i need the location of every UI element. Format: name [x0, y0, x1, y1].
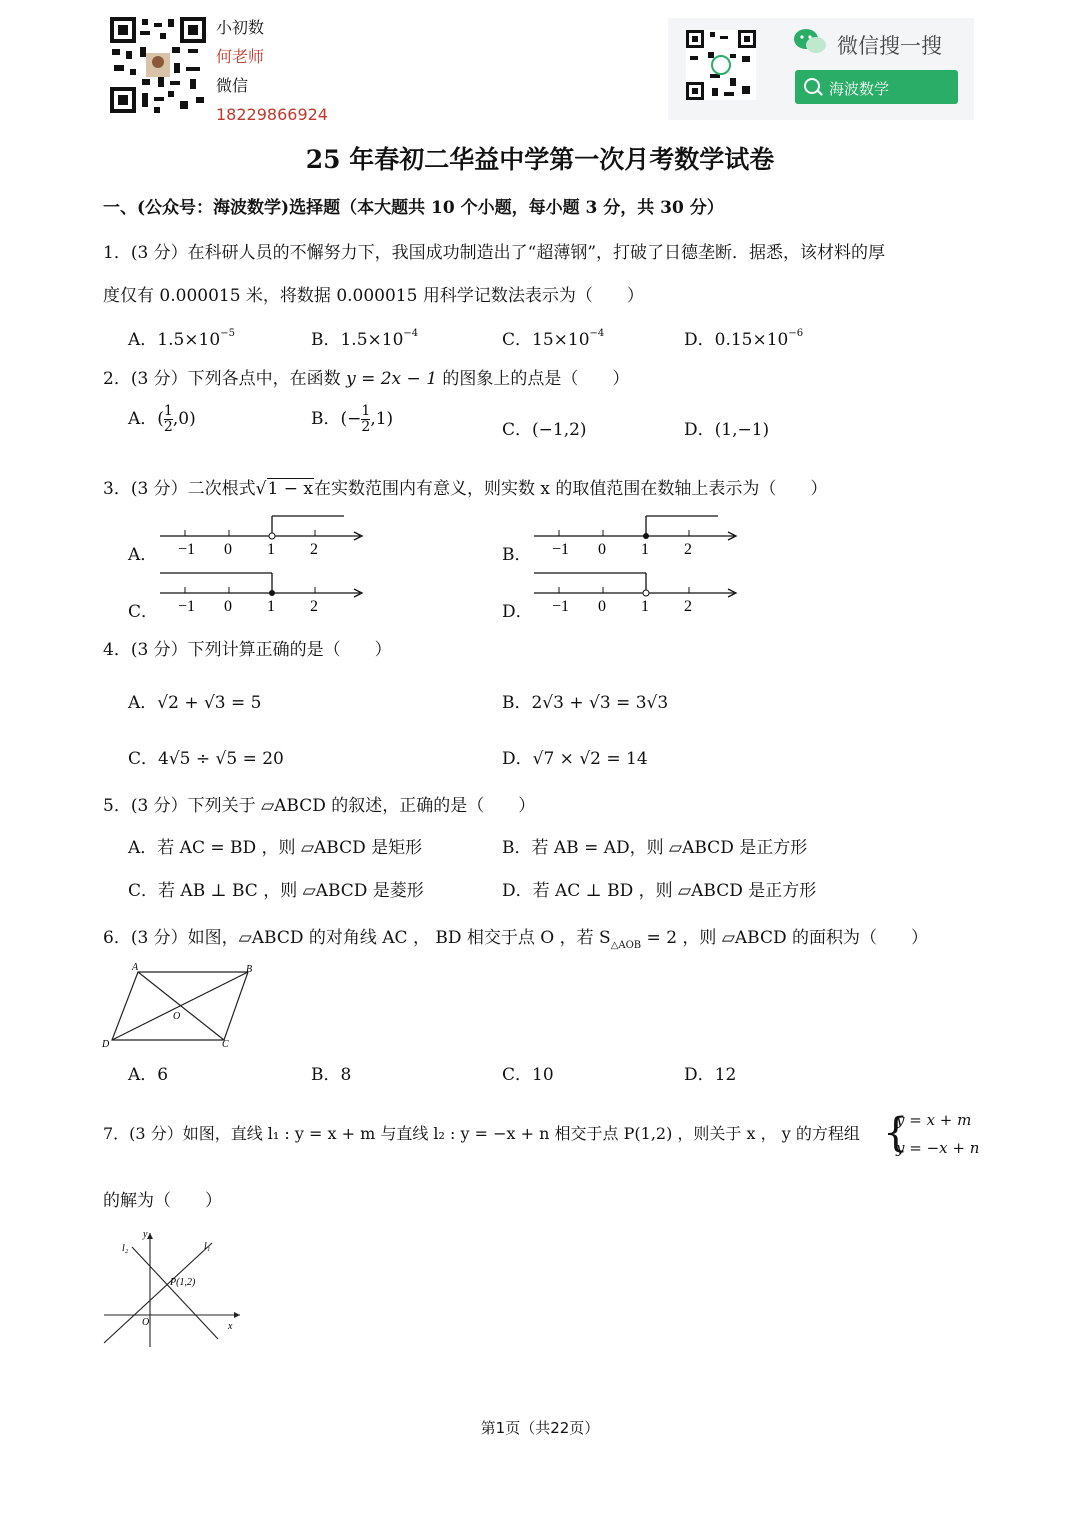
- tick-label: 0: [598, 598, 606, 615]
- question-3: 3．(3 分）二次根式√1 − x在实数范围内有意义，则实数 x 的取值范围在数轴上表示为（ ）: [103, 479, 828, 499]
- tick-label: 1: [641, 541, 649, 558]
- tick-label: 0: [598, 541, 606, 558]
- q6-option-c[interactable]: C．10: [502, 1065, 554, 1085]
- question-6: 6．(3 分）如图，▱ABCD 的对角线 AC ， BD 相交于点 O ，若 $S_{\triangle AOB} = 2$ ，则 ▱ABCD 的面积为（ ）: [103, 928, 929, 951]
- q3-numberline-c[interactable]: [156, 567, 368, 617]
- wechat-search-box[interactable]: [795, 70, 958, 104]
- tick-label: 2: [684, 541, 692, 558]
- q3-numberline-b[interactable]: [530, 510, 742, 560]
- q3-numberline-a[interactable]: [156, 510, 368, 560]
- question-7: 7．(3 分）如图，直线 l₁ : y = x + m 与直线 l₂ : y = −x + n 相交于点 P(1,2) ，则关于 x ， y 的方程组: [103, 1124, 860, 1143]
- axis-label: x: [228, 1321, 233, 1332]
- line-label: l₂: [122, 1243, 129, 1254]
- sqrt-sign: √: [255, 479, 267, 499]
- tick-label: 2: [684, 598, 692, 615]
- q1-option-c[interactable]: C．$15\times 10^{-4}$: [502, 328, 605, 350]
- handwriting-line: 何老师: [216, 47, 265, 66]
- parallelogram-figure: [100, 960, 265, 1052]
- q2-option-d[interactable]: D．(1,−1): [684, 420, 770, 440]
- origin-label: O: [142, 1317, 150, 1328]
- q4-option-a[interactable]: A．√2 + √3 = 5: [128, 693, 262, 713]
- question-5: 5．(3 分）下列关于 ▱ABCD 的叙述，正确的是（ ）: [103, 796, 536, 816]
- brace: {: [883, 1110, 909, 1156]
- q5-option-d[interactable]: D．若 AC ⊥ BD ，则 ▱ABCD 是正方形: [502, 881, 817, 901]
- point-label: P(1,2): [170, 1277, 196, 1288]
- exam-title: 25 年春初二华益中学第一次月考数学试卷: [305, 145, 775, 174]
- qr-code-right: [686, 30, 756, 100]
- section-heading: 一、(公众号：海波数学)选择题（本大题共 10 个小题，每小题 3 分，共 30 分）: [103, 198, 724, 218]
- fraction: $\frac{1}{2}$: [163, 403, 173, 435]
- vertex-label: A: [132, 962, 139, 973]
- teacher-handwriting: [216, 13, 328, 129]
- page-number: 第1页（共22页）: [480, 1419, 600, 1437]
- q4-option-c[interactable]: C．4√5 ÷ √5 = 20: [128, 749, 284, 769]
- question-4: 4．(3 分）下列计算正确的是（ ）: [103, 640, 392, 660]
- question-1-line1: 1．(3 分）在科研人员的不懈努力下，我国成功制造出了“超薄钢”，打破了日德垄断．据悉，该材料的厚: [103, 243, 886, 263]
- tick-label: 2: [310, 541, 318, 558]
- search-icon-handle: [817, 90, 823, 96]
- tick-label: −1: [178, 541, 196, 558]
- wechat-icon: [793, 28, 827, 56]
- q6-option-a[interactable]: A．6: [128, 1065, 169, 1085]
- system-eq-2: y = −x + n: [896, 1139, 980, 1157]
- wechat-search-query: 海波数学: [829, 80, 890, 98]
- handwriting-line: 小初数: [216, 18, 265, 37]
- tick-label: 1: [641, 598, 649, 615]
- q2-option-a[interactable]: A．( $\frac{1}{2}$ ,0): [128, 403, 196, 435]
- vertex-label: O: [173, 1011, 181, 1022]
- vertex-label: D: [102, 1039, 110, 1050]
- handwriting-line: 微信: [216, 76, 249, 95]
- q2-option-b[interactable]: B．(− $\frac{1}{2}$ ,1): [311, 403, 394, 435]
- wechat-search-label: 微信搜一搜: [837, 34, 942, 58]
- tick-label: −1: [552, 541, 570, 558]
- tick-label: 1: [267, 598, 275, 615]
- lines-intersection-figure: [100, 1225, 245, 1350]
- q5-option-c[interactable]: C．若 AB ⊥ BC ，则 ▱ABCD 是菱形: [128, 881, 424, 901]
- q6-option-d[interactable]: D．12: [684, 1065, 737, 1085]
- q1-option-d[interactable]: D．$0.15\times 10^{-6}$: [684, 328, 804, 350]
- vertex-label: B: [246, 964, 253, 975]
- tick-label: 0: [224, 541, 232, 558]
- q3-option-d-label[interactable]: D．: [502, 602, 533, 622]
- qr-code-left: [110, 17, 206, 113]
- q6-option-b[interactable]: B．8: [311, 1065, 352, 1085]
- line-label: l₁: [204, 1241, 211, 1252]
- q1-option-a[interactable]: A．$1.5\times 10^{-5}$: [128, 328, 235, 350]
- q5-option-a[interactable]: A．若 AC = BD ，则 ▱ABCD 是矩形: [128, 838, 423, 858]
- q2-option-c[interactable]: C．(−1,2): [502, 420, 587, 440]
- q3-option-b-label[interactable]: B．: [502, 545, 532, 565]
- question-7-line2: 的解为（ ）: [103, 1191, 222, 1211]
- q3-option-a-label[interactable]: A．: [128, 545, 158, 565]
- tick-label: 0: [224, 598, 232, 615]
- q3-numberline-d[interactable]: [530, 567, 742, 617]
- tick-label: −1: [178, 598, 196, 615]
- tick-label: −1: [552, 598, 570, 615]
- q4-option-b[interactable]: B．2√3 + √3 = 3√3: [502, 693, 669, 713]
- vertex-label: C: [222, 1039, 229, 1050]
- q1-option-b[interactable]: B．$1.5\times 10^{-4}$: [311, 328, 419, 350]
- system-eq-1: y = x + m: [896, 1111, 972, 1129]
- axis-label: y: [143, 1229, 148, 1240]
- q4-option-d[interactable]: D．√7 × √2 = 14: [502, 749, 648, 769]
- q3-option-c-label[interactable]: C．: [128, 602, 159, 622]
- tick-label: 2: [310, 598, 318, 615]
- fraction: $\frac{1}{2}$: [361, 403, 371, 435]
- q2-function: y = 2x − 1: [346, 369, 438, 389]
- handwriting-phone: 18229866924: [216, 105, 328, 124]
- question-2: 2．(3 分）下列各点中，在函数 y = 2x − 1 的图象上的点是（ ）: [103, 369, 630, 389]
- tick-label: 1: [267, 541, 275, 558]
- question-1-line2: 度仅有 0.000015 米，将数据 0.000015 用科学记数法表示为（ ）: [103, 286, 644, 306]
- q5-option-b[interactable]: B．若 AB = AD，则 ▱ABCD 是正方形: [502, 838, 808, 858]
- equation-system: [883, 1106, 979, 1162]
